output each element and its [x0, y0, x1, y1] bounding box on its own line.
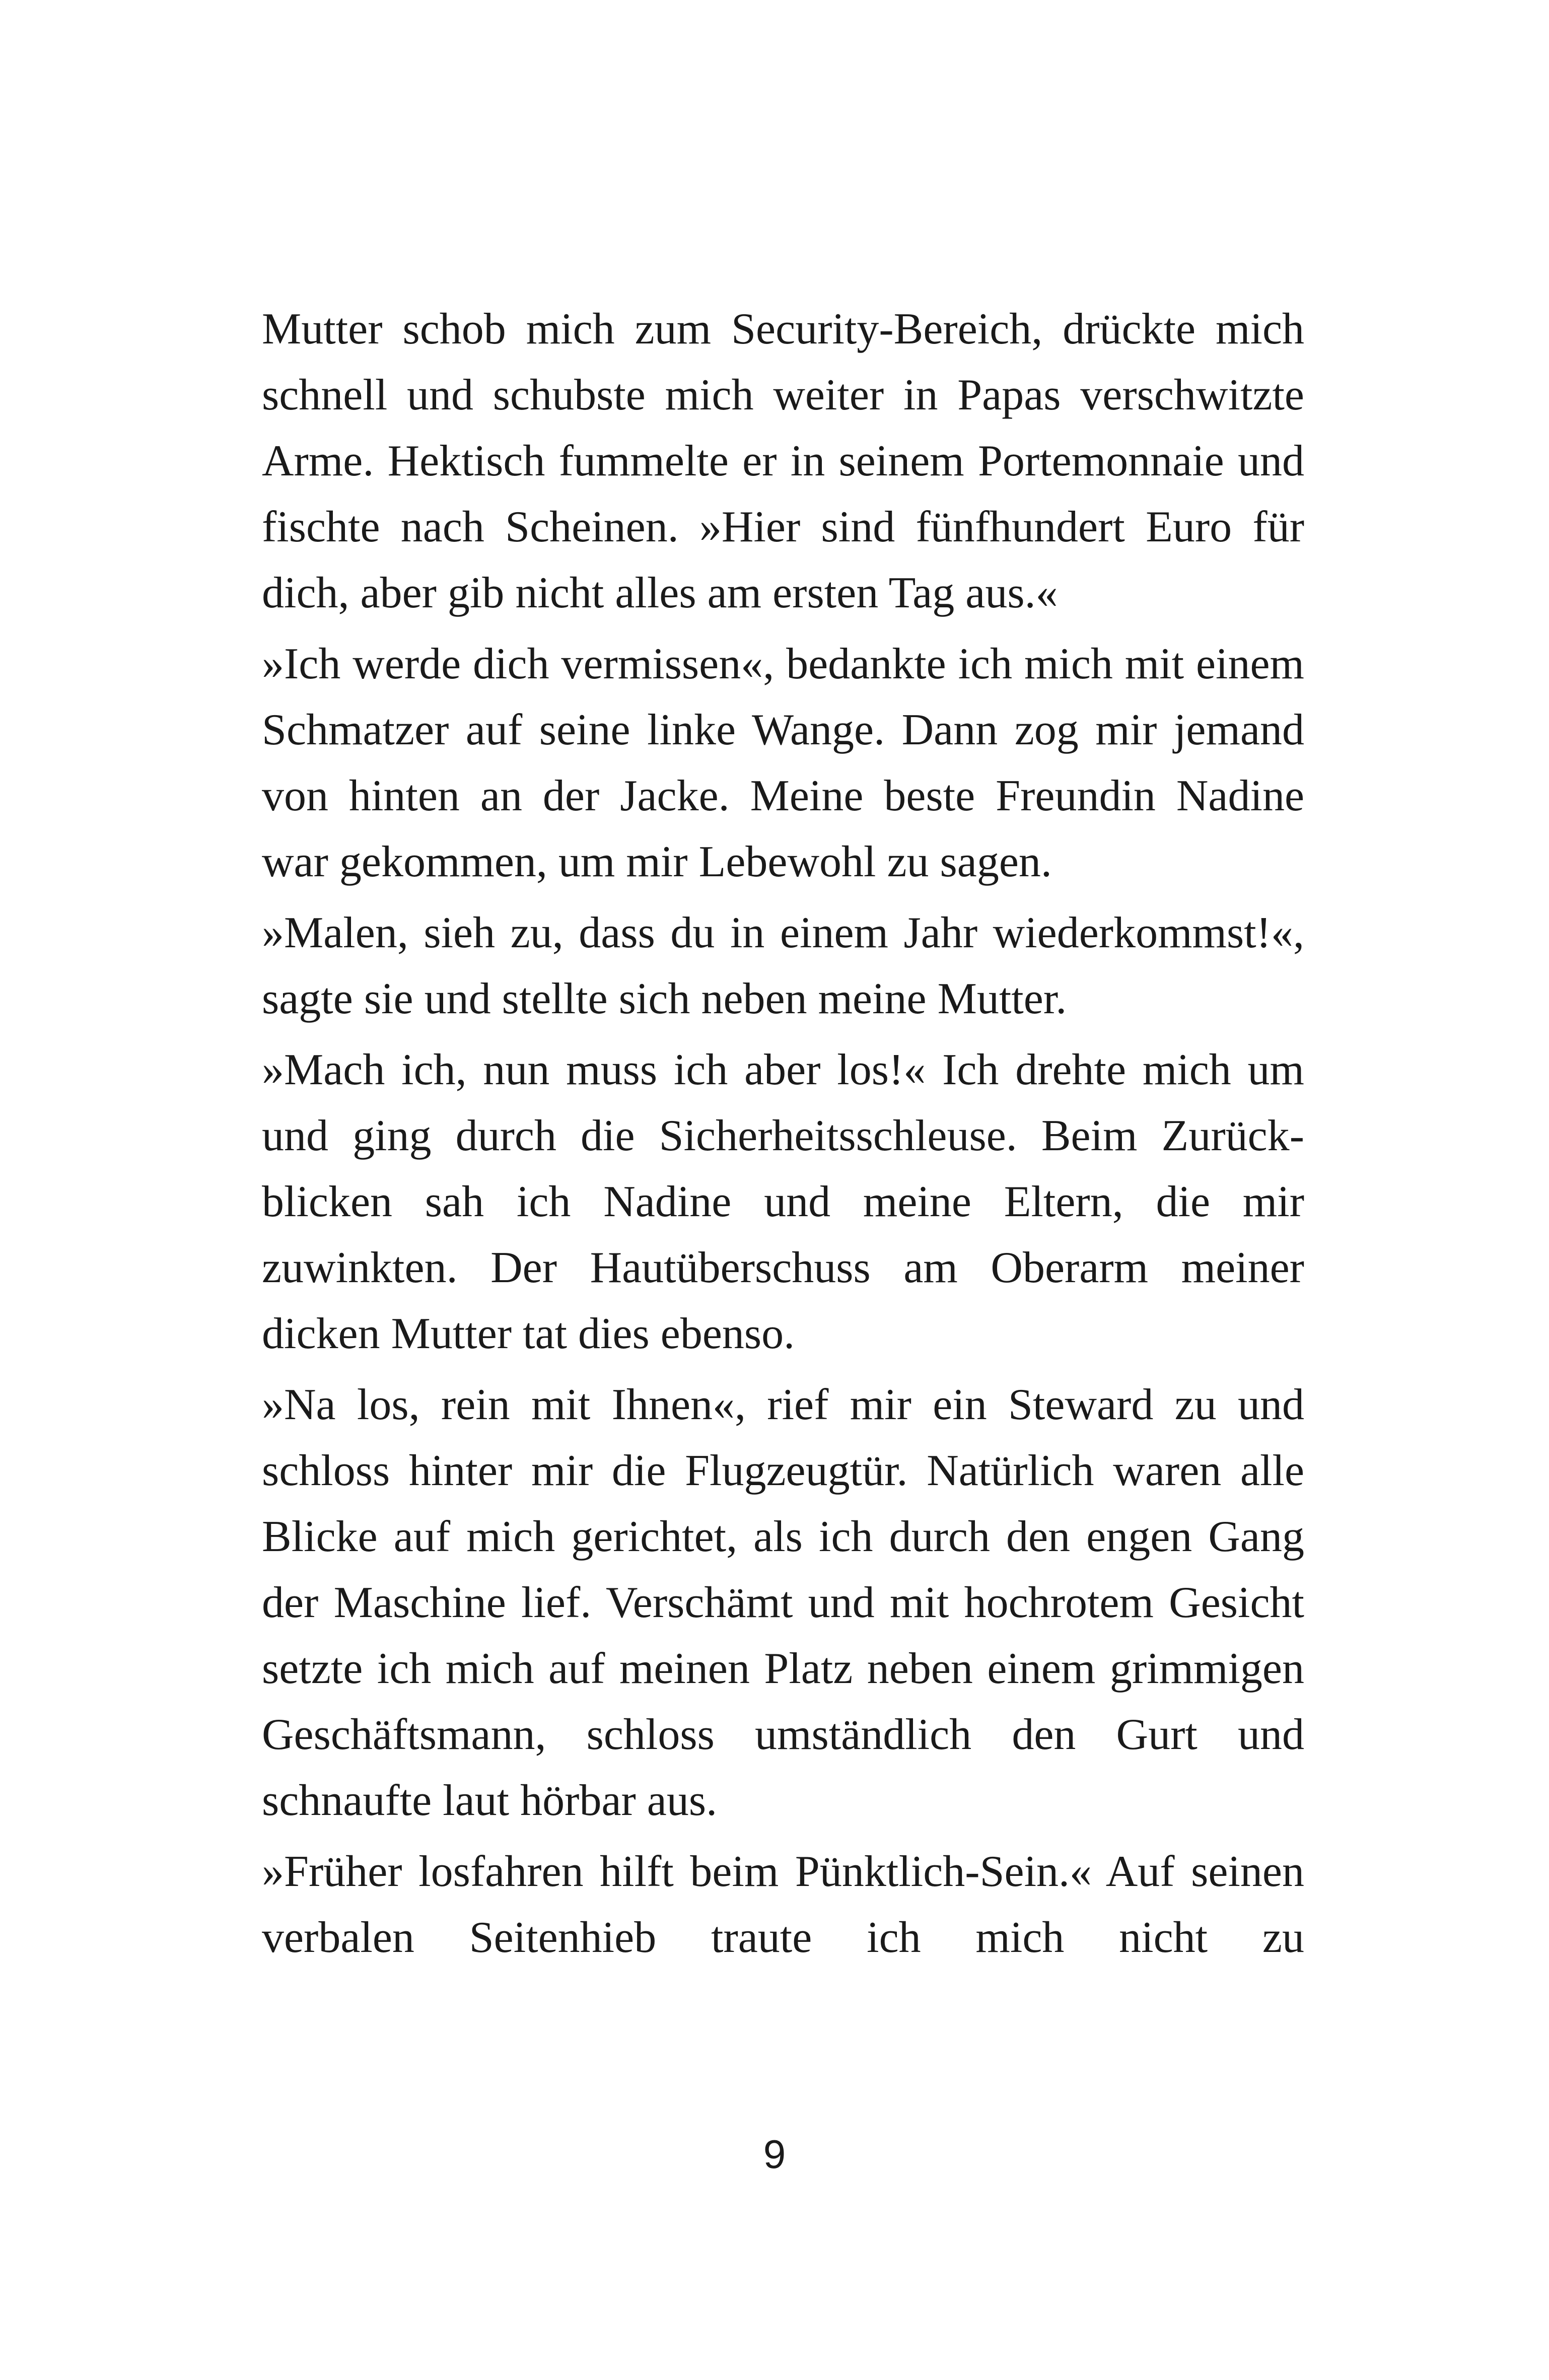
body-text — [262, 296, 1304, 1976]
paragraph-1: Mutter schob mich zum Security-Bereich, drückte mich schnell und schubste mich weiter in Papas verschwitzte Arme. Hektisch fummelte er in seinem Portemonnaie und fischte nach Scheinen. »Hier sind fünfhundert Euro für dich, aber gib nicht alles am ersten Tag aus.« — [262, 305, 1304, 617]
paragraph-4: »Mach ich, nun muss ich aber los!« Ich drehte mich um und ging durch die Sicherheitsschleuse. Beim Zurückblicken sah ich Nadine und meine Eltern, die mir zuwinkten. Der Hautüberschuss am Oberarm meiner dicken Mutter tat dies ebenso. — [262, 1045, 1304, 1358]
paragraph-2: »Ich werde dich vermissen«, bedankte ich mich mit einem Schmatzer auf seine linke Wange. Dann zog mir jemand von hinten an der Jacke. Meine beste Freundin Nadine war gekommen, um mir Lebewohl zu sagen. — [262, 640, 1304, 886]
paragraph-3: »Malen, sieh zu, dass du in einem Jahr wiederkommst!«, sagte sie und stellte sich neben meine Mutter. — [262, 908, 1304, 1023]
page-number: 9 — [763, 2132, 786, 2177]
paragraph-5: »Na los, rein mit Ihnen«, rief mir ein Steward zu und schloss hinter mir die Flugzeugtür. Natürlich waren alle Blicke auf mich gerichtet, als ich durch den engen Gang der Maschine lief. Verschämt und mit hochrotem Gesicht setzte ich mich auf meinen Platz neben einem grimmigen Geschäftsmann, schloss umständlich den Gurt und schnaufte laut hörbar aus. — [262, 1380, 1304, 1825]
paragraph-6: »Früher losfahren hilft beim Pünktlich-Sein.« Auf seinen verbalen Seitenhieb traute ich mich nicht zu — [262, 1847, 1304, 1962]
